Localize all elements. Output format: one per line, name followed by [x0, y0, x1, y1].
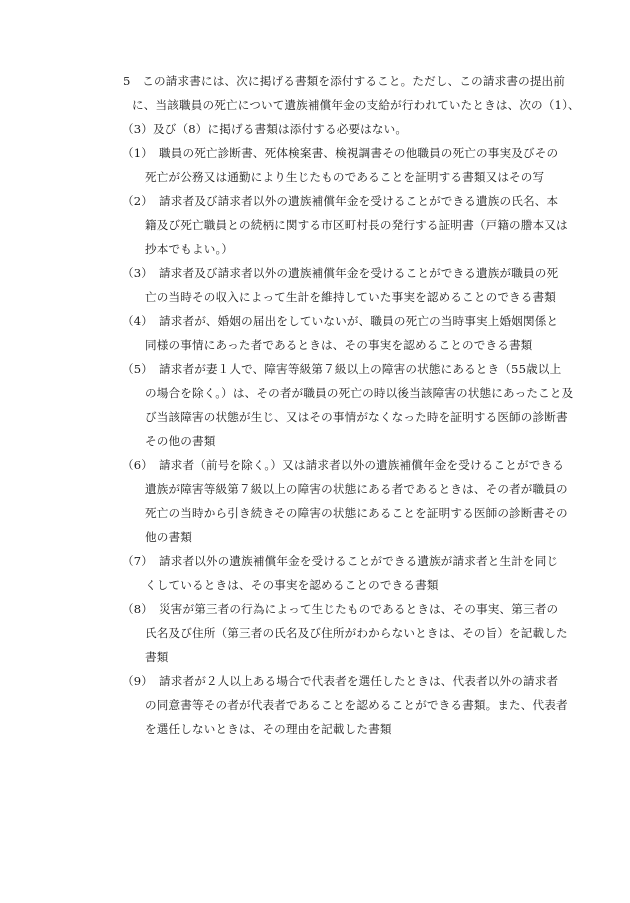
text-line: その他の書類 — [145, 434, 216, 448]
text-line: 死亡が公務又は通勤により生じたものであることを証明する書類又はその写 — [145, 170, 545, 184]
text-line: び当該障害の状態が生じ、又はその事情がなくなった時を証明する医師の診断書 — [145, 410, 568, 424]
text-line: くしているときは、その事実を認めることのできる書類 — [145, 578, 439, 592]
text-line: を選任しないときは、その理由を記載した書類 — [145, 722, 392, 736]
text-line: （4） 請求者が、婚姻の届出をしていないが、職員の死亡の当時事実上婚姻関係と — [122, 314, 559, 328]
text-line: （9） 請求者が２人以上ある場合で代表者を選任したときは、代表者以外の請求者 — [122, 674, 559, 688]
text-line: （6） 請求者（前号を除く。）又は請求者以外の遺族補償年金を受けることができる — [122, 458, 564, 472]
text-line: 抄本でもよい。） — [145, 242, 234, 256]
text-line: （2） 請求者及び請求者以外の遺族補償年金を受けることができる遺族の氏名、本 — [122, 194, 559, 208]
text-line: 籍及び死亡職員との続柄に関する市区町村長の発行する証明書（戸籍の謄本又は — [145, 218, 568, 232]
text-line: （8） 災害が第三者の行為によって生じたものであるときは、その事実、第三者の — [122, 602, 559, 616]
text-line: （7） 請求者以外の遺族補償年金を受けることができる遺族が請求者と生計を同じ — [122, 554, 559, 568]
text-line: 他の書類 — [145, 530, 192, 544]
text-line: 死亡の当時から引き続きその障害の状態にあることを証明する医師の診断書その — [145, 506, 568, 520]
text-line: の同意書等その者が代表者であることを認めることができる書類。また、代表者 — [145, 698, 568, 712]
text-line: （3）及び（8）に掲げる書類は添付する必要はない。 — [122, 122, 408, 136]
text-line: 遺族が障害等級第７級以上の障害の状態にある者であるときは、その者が職員の — [145, 482, 568, 496]
text-line: の場合を除く。）は、その者が職員の死亡の時以後当該障害の状態にあったこと及 — [145, 386, 574, 400]
text-line: 氏名及び住所（第三者の氏名及び住所がわからないときは、その旨）を記載した — [145, 626, 568, 640]
text-line: に、当該職員の死亡について遺族補償年金の支給が行われていたときは、次の（1）、 — [132, 98, 580, 112]
text-line: （1） 職員の死亡診断書、死体検案書、検視調書その他職員の死亡の事実及びその — [122, 146, 559, 160]
text-line: 5 この請求書には、次に掲げる書類を添付すること。ただし、この請求書の提出前 — [123, 74, 566, 88]
text-line: 書類 — [145, 650, 169, 664]
text-line: 同様の事情にあった者であるときは、その事実を認めることのできる書類 — [145, 338, 533, 352]
text-line: 亡の当時その収入によって生計を維持していた事実を認めることのできる書類 — [145, 290, 557, 304]
text-line: （5） 請求者が妻１人で、障害等級第７級以上の障害の状態にあるとき（55歳以上 — [122, 362, 562, 376]
text-line: （3） 請求者及び請求者以外の遺族補償年金を受けることができる遺族が職員の死 — [122, 266, 559, 280]
